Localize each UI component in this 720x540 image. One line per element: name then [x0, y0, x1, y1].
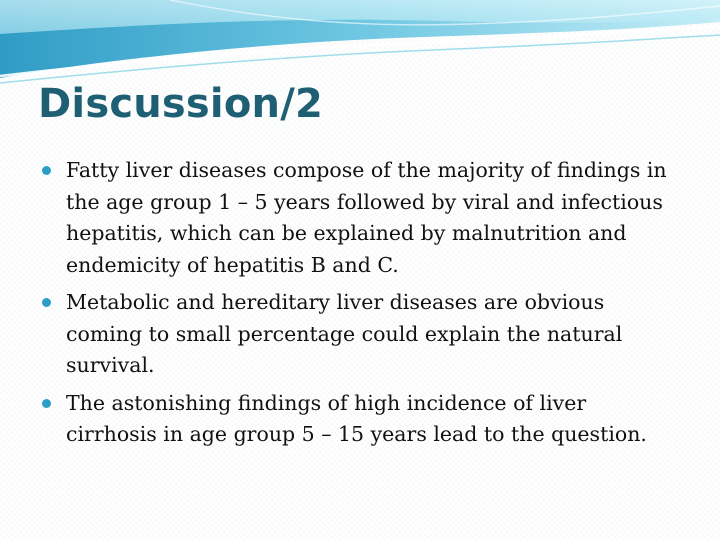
bullet-text: Fatty liver diseases compose of the majority of findings in the age group 1 – 5 years followed by viral and infectious hepatitis, which can be explained by malnutrition and endemicity of hepatitis B and C.: [66, 158, 667, 277]
bullet-text: The astonishing findings of high incidence of liver cirrhosis in age group 5 – 15 years lead to the question.: [66, 390, 647, 446]
bullet-marker-icon: [42, 399, 51, 408]
bullet-text: Metabolic and hereditary liver diseases are obvious coming to small percentage could explain the natural survival.: [66, 290, 623, 377]
bullet-item: [42, 388, 682, 451]
bullet-list: [42, 155, 682, 457]
bullet-marker-icon: [42, 298, 51, 307]
bullet-item: [42, 287, 682, 382]
bullet-item: [42, 155, 682, 281]
slide-title: Discussion/2: [38, 81, 324, 127]
header-wave-decoration: [0, 0, 720, 90]
bullet-marker-icon: [42, 166, 51, 175]
